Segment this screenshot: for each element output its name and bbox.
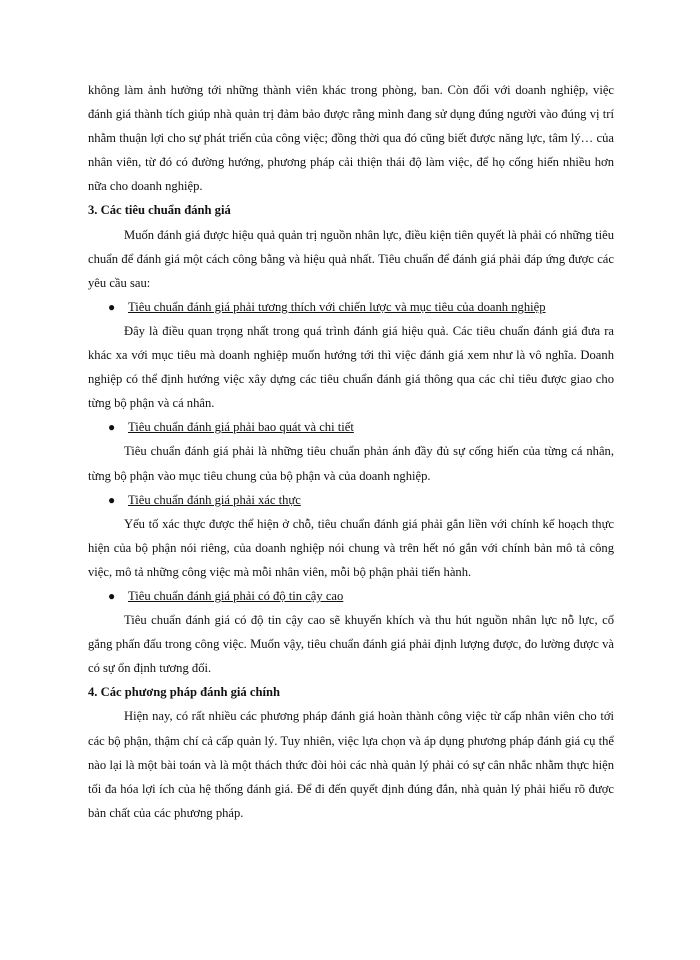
paragraph-reliable: Tiêu chuẩn đánh giá có độ tin cậy cao sẽ khuyến khích và thu hút nguồn nhân lực nỗ lực, cố gắng phấn đấu trong công việc. Muốn vậy, tiêu chuẩn đánh giá phải định lượng được, đo lường được và có sự ổn định tương đối. xyxy=(88,613,614,676)
bullet-icon: ● xyxy=(108,299,116,314)
bullet-item-strategy xyxy=(88,295,614,319)
heading-section-4: 4. Các phương pháp đánh giá chính xyxy=(88,685,280,700)
paragraph-strategy: Đây là điều quan trọng nhất trong quá trình đánh giá hiệu quả. Các tiêu chuẩn đánh giá đưa ra khác xa với mục tiêu mà doanh nghiệp muốn hướng tới thì việc đánh giá xem như là vô nghĩa. Doanh nghiệp có thể định hướng việc xây dựng các tiêu chuẩn đánh giá thông qua các chỉ tiêu được giao cho từng bộ phận và cá nhân. xyxy=(88,323,614,411)
bullet-title-comprehensive: Tiêu chuẩn đánh giá phải bao quát và chi tiết xyxy=(128,420,354,435)
bullet-title-accurate: Tiêu chuẩn đánh giá phải xác thực xyxy=(128,492,301,507)
paragraph-accurate: Yếu tố xác thực được thể hiện ở chỗ, tiêu chuẩn đánh giá phải gắn liền với chính kế hoạch thực hiện của bộ phận nói riêng, của doanh nghiệp nói chung và trên hết nó gắn với chính bản mô tả công việc, mô tả những công việc mà mỗi nhân viên, mỗi bộ phận phải tiến hành. xyxy=(88,516,614,579)
bullet-title-strategy: Tiêu chuẩn đánh giá phải tương thích với chiến lược và mục tiêu của doanh nghiệp xyxy=(128,299,546,314)
paragraph-comprehensive: Tiêu chuẩn đánh giá phải là những tiêu chuẩn phản ánh đầy đủ sự cống hiến của từng cá nhân, từng bộ phận vào mục tiêu chung của bộ phận và của doanh nghiệp. xyxy=(88,444,614,483)
bullet-icon: ● xyxy=(108,492,116,507)
bullet-icon: ● xyxy=(108,588,116,603)
paragraph-intro: không làm ảnh hưởng tới những thành viên khác trong phòng, ban. Còn đối với doanh nghiệp, việc đánh giá thành tích giúp nhà quản trị đảm bảo được rằng mình đang sử dụng đúng người vào đúng vị trí nhằm thuận lợi cho sự phát triển của công việc; đồng thời qua đó cũng biết được năng lực, tâm lý… của nhân viên, từ đó có đường hướng, phương pháp cải thiện thái độ làm việc, để họ cống hiến nhiều hơn nữa cho doanh nghiệp. xyxy=(88,83,614,194)
bullet-icon: ● xyxy=(108,420,116,435)
bullet-item-comprehensive xyxy=(88,415,614,439)
heading-section-3: 3. Các tiêu chuẩn đánh giá xyxy=(88,203,231,218)
bullet-title-reliable: Tiêu chuẩn đánh giá phải có độ tin cậy cao xyxy=(128,588,344,603)
paragraph-criteria-intro: Muốn đánh giá được hiệu quả quản trị nguồn nhân lực, điều kiện tiên quyết là phải có những tiêu chuẩn để đánh giá một cách công bằng và hiệu quả nhất. Tiêu chuẩn để đánh giá phải đáp ứng được các yêu cầu sau: xyxy=(88,227,614,290)
document-page xyxy=(88,78,614,825)
bullet-item-accurate xyxy=(88,488,614,512)
bullet-item-reliable xyxy=(88,584,614,608)
paragraph-methods: Hiện nay, có rất nhiều các phương pháp đánh giá hoàn thành công việc từ cấp nhân viên cho tới các bộ phận, thậm chí cả cấp quản lý. Tuy nhiên, việc lựa chọn và áp dụng phương pháp đánh giá cụ thể nào lại là một bài toán và là một thách thức đòi hỏi các nhà quản lý phải có sự cân nhắc nhằm thực hiện tối đa hóa lợi ích của hệ thống đánh giá. Để đi đến quyết định đúng đắn, nhà quản lý phải hiểu rõ được bản chất của các phương pháp. xyxy=(88,709,614,820)
